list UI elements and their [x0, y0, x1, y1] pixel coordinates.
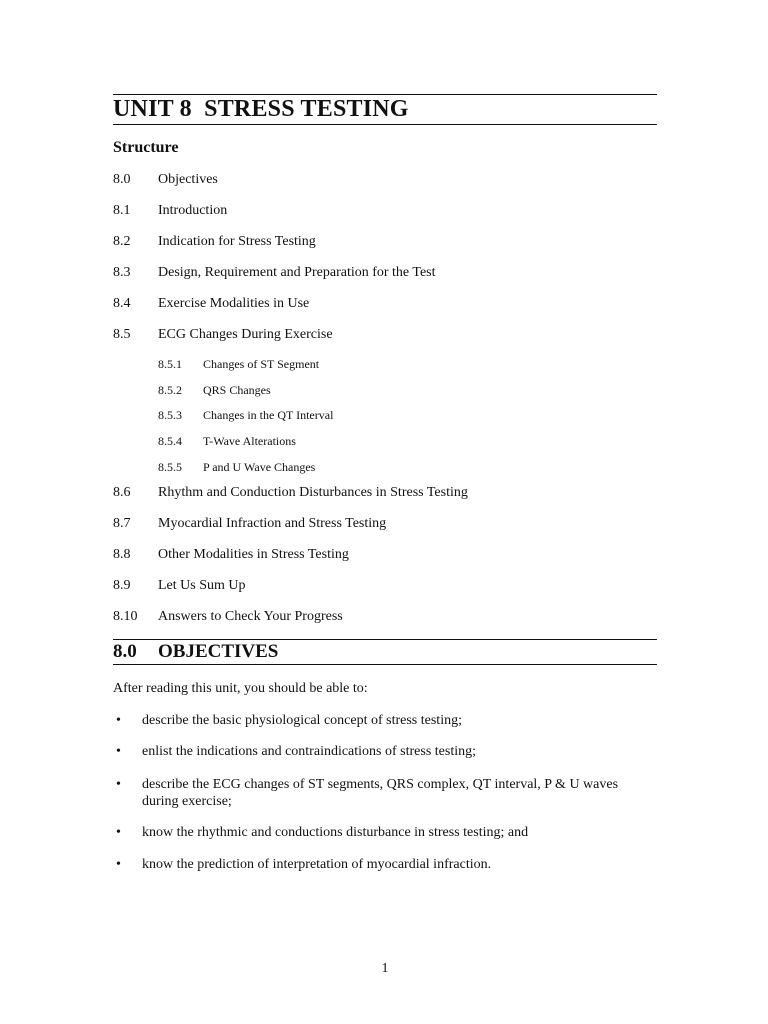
toc-subitem-number: 8.5.2: [158, 383, 182, 397]
bullet-icon: •: [116, 713, 121, 728]
toc-item-number: 8.2: [113, 234, 131, 249]
section-number: 8.0: [113, 641, 137, 662]
toc-item-number: 8.4: [113, 296, 131, 311]
toc-subitem-number: 8.5.1: [158, 357, 182, 371]
toc-subitem-number: 8.5.4: [158, 434, 182, 448]
toc-subitem-label: Changes in the QT Interval: [203, 408, 334, 422]
objective-text: describe the basic physiological concept of stress testing;: [142, 713, 462, 728]
bullet-icon: •: [116, 857, 121, 872]
objectives-bottom-rule: [113, 664, 657, 665]
toc-subitem-label: P and U Wave Changes: [203, 460, 316, 474]
toc-item-number: 8.9: [113, 578, 131, 593]
objectives-top-rule: [113, 639, 657, 640]
toc-item-label: Introduction: [158, 203, 228, 218]
toc-subitem-label: QRS Changes: [203, 383, 271, 397]
toc-subitem-label: Changes of ST Segment: [203, 357, 320, 371]
structure-heading: Structure: [113, 139, 179, 156]
toc-item-number: 8.3: [113, 265, 131, 280]
title-bottom-rule: [113, 124, 657, 125]
toc-item-number: 8.6: [113, 485, 131, 500]
toc-subitem-number: 8.5.5: [158, 460, 182, 474]
bullet-icon: •: [116, 777, 121, 792]
toc-subitem-label: T-Wave Alterations: [203, 434, 296, 448]
toc-item-number: 8.8: [113, 547, 131, 562]
toc-item-label: Indication for Stress Testing: [158, 234, 316, 249]
objective-text: enlist the indications and contraindications of stress testing;: [142, 744, 476, 759]
section-title: OBJECTIVES: [158, 641, 279, 662]
toc-item-number: 8.7: [113, 516, 131, 531]
toc-item-label: Design, Requirement and Preparation for the Test: [158, 265, 436, 280]
toc-item-label: Myocardial Infraction and Stress Testing: [158, 516, 387, 531]
toc-item-number: 8.1: [113, 203, 131, 218]
toc-item-label: Answers to Check Your Progress: [158, 609, 343, 624]
bullet-icon: •: [116, 744, 121, 759]
objectives-intro: After reading this unit, you should be able to:: [113, 681, 368, 696]
unit-title: UNIT 8 STRESS TESTING: [113, 96, 409, 122]
document-page: [113, 0, 657, 1024]
toc-subitem-number: 8.5.3: [158, 408, 182, 422]
objective-text: know the rhythmic and conductions disturbance in stress testing; and: [142, 825, 529, 840]
toc-item-label: Exercise Modalities in Use: [158, 296, 310, 311]
objective-text: describe the ECG changes of ST segments, QRS complex, QT interval, P & U waves during exercise;: [142, 777, 619, 809]
toc-item-label: Let Us Sum Up: [158, 578, 246, 593]
toc-item-label: Rhythm and Conduction Disturbances in Stress Testing: [158, 485, 468, 500]
toc-item-number: 8.5: [113, 327, 131, 342]
toc-item-label: ECG Changes During Exercise: [158, 327, 333, 342]
toc-item-number: 8.10: [113, 609, 138, 624]
objective-text: know the prediction of interpretation of myocardial infraction.: [142, 857, 492, 872]
toc-item-number: 8.0: [113, 172, 131, 187]
bullet-icon: •: [116, 825, 121, 840]
title-top-rule: [113, 94, 657, 95]
toc-item-label: Other Modalities in Stress Testing: [158, 547, 349, 562]
toc-item-label: Objectives: [158, 172, 218, 187]
page-number: 1: [381, 961, 389, 976]
